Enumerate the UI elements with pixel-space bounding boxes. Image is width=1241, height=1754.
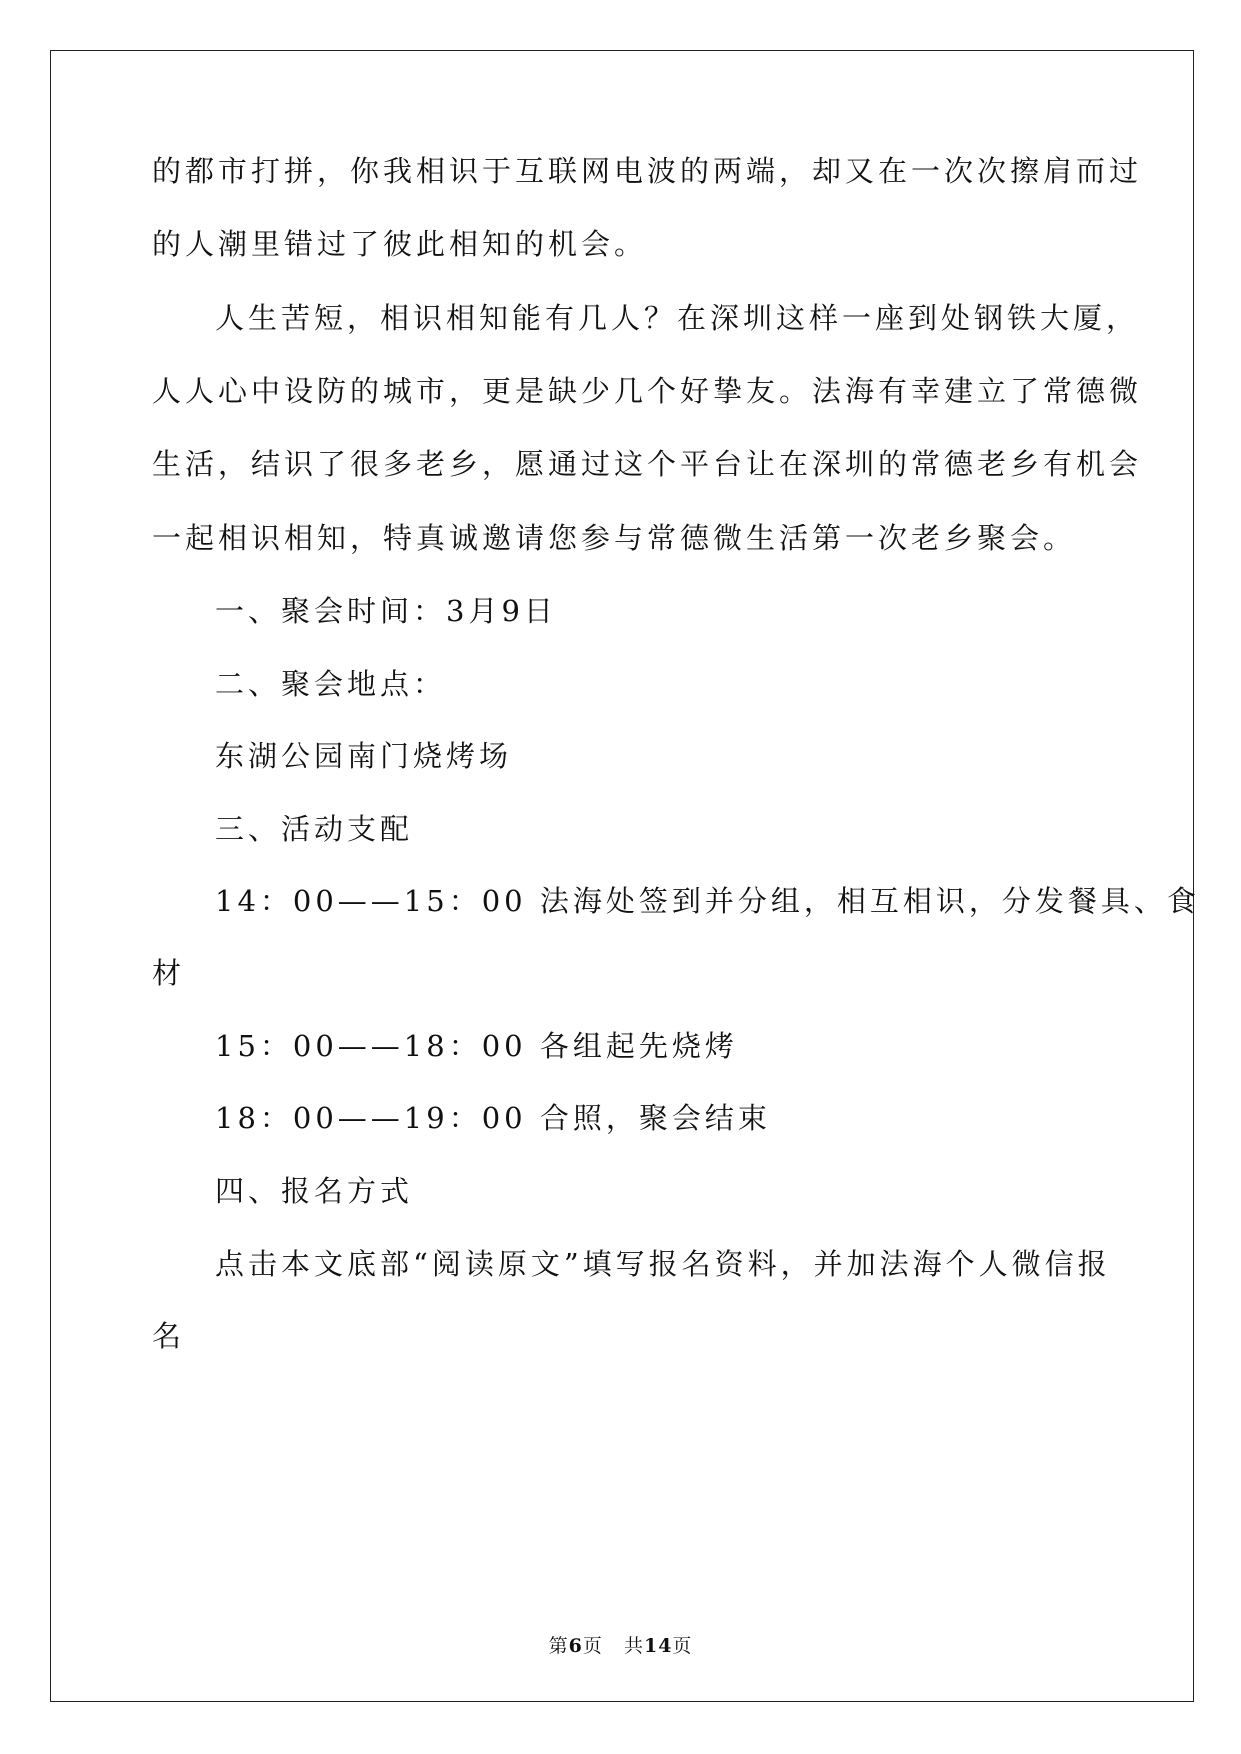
text-line: 的都市打拼，你我相识于互联网电波的两端，却又在一次次擦肩而过 xyxy=(152,154,1143,188)
page-footer xyxy=(0,1634,1241,1658)
text-line: 东湖公园南门烧烤场 xyxy=(215,739,513,773)
text-line: 一、聚会时间：3月9日 xyxy=(215,594,557,628)
footer-total-suffix: 页 xyxy=(672,1635,693,1657)
text-line: 点击本文底部“阅读原文”填写报名资料，并加法海个人微信报 xyxy=(215,1247,1111,1281)
text-line: 三、活动支配 xyxy=(215,812,414,846)
text-line: 四、报名方式 xyxy=(215,1174,414,1208)
text-line: 人生苦短，相识相知能有几人？在深圳这样一座到处钢铁大厦， xyxy=(215,301,1140,335)
footer-prefix: 第 xyxy=(548,1635,569,1657)
text-line: 一起相识相知，特真诚邀请您参与常德微生活第一次老乡聚会。 xyxy=(152,521,1077,555)
text-line: 二、聚会地点： xyxy=(215,667,447,701)
text-line: 18：00——19：00 合照，聚会结束 xyxy=(215,1101,771,1135)
text-line: 14：00——15：00 法海处签到并分组，相互相识，分发餐具、食 xyxy=(215,884,1200,918)
text-line: 15：00——18：00 各组起先烧烤 xyxy=(215,1029,738,1063)
footer-total-prefix: 共 xyxy=(623,1635,644,1657)
text-line: 名 xyxy=(152,1319,186,1353)
total-page-count: 14 xyxy=(643,1635,673,1657)
current-page-number: 6 xyxy=(568,1635,583,1657)
text-line: 人人心中设防的城市，更是缺少几个好挚友。法海有幸建立了常德微 xyxy=(152,374,1143,408)
text-line: 的人潮里错过了彼此相知的机会。 xyxy=(152,227,648,261)
text-line: 材 xyxy=(152,956,186,990)
text-line: 生活，结识了很多老乡，愿通过这个平台让在深圳的常德老乡有机会 xyxy=(152,447,1143,481)
footer-page-suffix: 页 xyxy=(582,1635,603,1657)
